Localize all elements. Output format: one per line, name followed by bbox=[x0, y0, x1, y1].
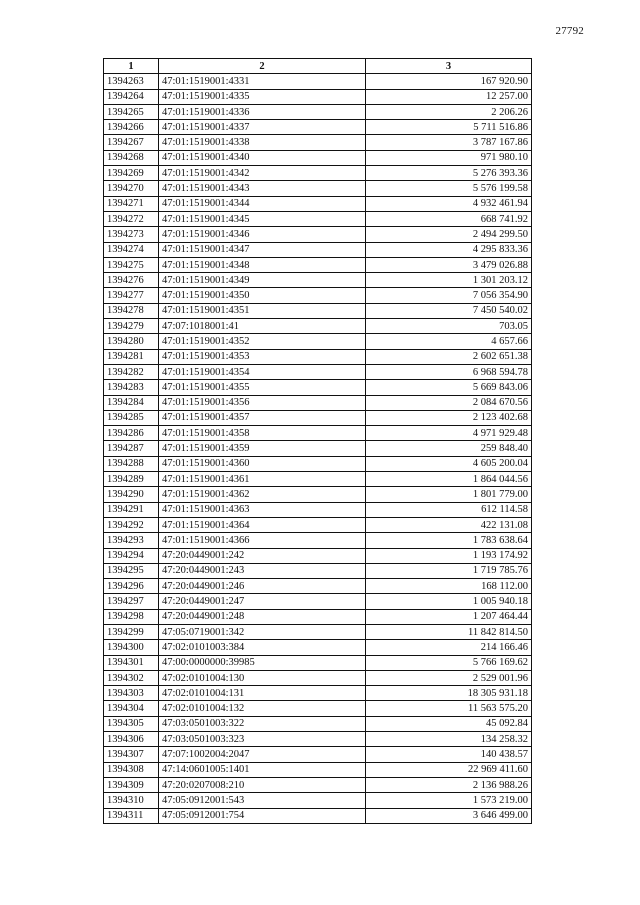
row-number-cell: 1394294 bbox=[104, 548, 159, 563]
row-number-cell: 1394308 bbox=[104, 762, 159, 777]
value-cell: 11 563 575.20 bbox=[366, 701, 532, 716]
cadastral-number-cell: 47:14:0601005:1401 bbox=[159, 762, 366, 777]
column-header-1: 1 bbox=[104, 59, 159, 74]
page-number: 27792 bbox=[555, 25, 584, 37]
cadastral-number-cell: 47:01:1519001:4346 bbox=[159, 227, 366, 242]
cadastral-number-cell: 47:01:1519001:4331 bbox=[159, 74, 366, 89]
value-cell: 971 980.10 bbox=[366, 150, 532, 165]
value-cell: 45 092.84 bbox=[366, 716, 532, 731]
row-number-cell: 1394306 bbox=[104, 732, 159, 747]
row-number-cell: 1394311 bbox=[104, 808, 159, 823]
table-row bbox=[104, 640, 532, 655]
table-row bbox=[104, 777, 532, 792]
table-row bbox=[104, 120, 532, 135]
table-row bbox=[104, 594, 532, 609]
value-cell: 422 131.08 bbox=[366, 517, 532, 532]
cadastral-number-cell: 47:01:1519001:4355 bbox=[159, 380, 366, 395]
row-number-cell: 1394270 bbox=[104, 181, 159, 196]
row-number-cell: 1394295 bbox=[104, 563, 159, 578]
cadastral-number-cell: 47:01:1519001:4359 bbox=[159, 441, 366, 456]
table-row bbox=[104, 563, 532, 578]
row-number-cell: 1394274 bbox=[104, 242, 159, 257]
table-row bbox=[104, 273, 532, 288]
row-number-cell: 1394298 bbox=[104, 609, 159, 624]
table-row bbox=[104, 150, 532, 165]
value-cell: 7 450 540.02 bbox=[366, 303, 532, 318]
table-row bbox=[104, 166, 532, 181]
table-row bbox=[104, 334, 532, 349]
row-number-cell: 1394264 bbox=[104, 89, 159, 104]
cadastral-number-cell: 47:01:1519001:4357 bbox=[159, 410, 366, 425]
value-cell: 5 766 169.62 bbox=[366, 655, 532, 670]
cadastral-number-cell: 47:01:1519001:4338 bbox=[159, 135, 366, 150]
table-row bbox=[104, 747, 532, 762]
cadastral-number-cell: 47:07:1002004:2047 bbox=[159, 747, 366, 762]
row-number-cell: 1394290 bbox=[104, 487, 159, 502]
cadastral-number-cell: 47:01:1519001:4342 bbox=[159, 166, 366, 181]
column-header-3: 3 bbox=[366, 59, 532, 74]
cadastral-number-cell: 47:01:1519001:4345 bbox=[159, 211, 366, 226]
cadastral-number-cell: 47:02:0101004:130 bbox=[159, 670, 366, 685]
value-cell: 2 123 402.68 bbox=[366, 410, 532, 425]
cadastral-number-cell: 47:01:1519001:4352 bbox=[159, 334, 366, 349]
cadastral-number-cell: 47:20:0207008:210 bbox=[159, 777, 366, 792]
cadastral-number-cell: 47:20:0449001:246 bbox=[159, 579, 366, 594]
cadastral-number-cell: 47:01:1519001:4350 bbox=[159, 288, 366, 303]
row-number-cell: 1394303 bbox=[104, 686, 159, 701]
value-cell: 12 257.00 bbox=[366, 89, 532, 104]
value-cell: 4 605 200.04 bbox=[366, 456, 532, 471]
table-row bbox=[104, 380, 532, 395]
value-cell: 4 971 929.48 bbox=[366, 426, 532, 441]
value-cell: 259 848.40 bbox=[366, 441, 532, 456]
cadastral-number-cell: 47:01:1519001:4362 bbox=[159, 487, 366, 502]
value-cell: 2 136 988.26 bbox=[366, 777, 532, 792]
cadastral-number-cell: 47:20:0449001:243 bbox=[159, 563, 366, 578]
cadastral-number-cell: 47:01:1519001:4347 bbox=[159, 242, 366, 257]
cadastral-number-cell: 47:20:0449001:248 bbox=[159, 609, 366, 624]
value-cell: 5 669 843.06 bbox=[366, 380, 532, 395]
table-row bbox=[104, 349, 532, 364]
row-number-cell: 1394293 bbox=[104, 533, 159, 548]
value-cell: 2 602 651.38 bbox=[366, 349, 532, 364]
row-number-cell: 1394302 bbox=[104, 670, 159, 685]
cadastral-number-cell: 47:20:0449001:247 bbox=[159, 594, 366, 609]
table-row bbox=[104, 502, 532, 517]
cadastral-number-cell: 47:05:0719001:342 bbox=[159, 624, 366, 639]
row-number-cell: 1394285 bbox=[104, 410, 159, 425]
table-row bbox=[104, 319, 532, 334]
value-cell: 3 787 167.86 bbox=[366, 135, 532, 150]
row-number-cell: 1394291 bbox=[104, 502, 159, 517]
value-cell: 1 864 044.56 bbox=[366, 472, 532, 487]
value-cell: 3 646 499.00 bbox=[366, 808, 532, 823]
cadastral-number-cell: 47:20:0449001:242 bbox=[159, 548, 366, 563]
row-number-cell: 1394275 bbox=[104, 257, 159, 272]
table-row bbox=[104, 624, 532, 639]
value-cell: 3 479 026.88 bbox=[366, 257, 532, 272]
row-number-cell: 1394301 bbox=[104, 655, 159, 670]
table-row bbox=[104, 441, 532, 456]
row-number-cell: 1394277 bbox=[104, 288, 159, 303]
table-row bbox=[104, 732, 532, 747]
table-row bbox=[104, 793, 532, 808]
table-row bbox=[104, 395, 532, 410]
table-row bbox=[104, 655, 532, 670]
table-row bbox=[104, 808, 532, 823]
value-cell: 1 573 219.00 bbox=[366, 793, 532, 808]
table-row bbox=[104, 762, 532, 777]
value-cell: 1 207 464.44 bbox=[366, 609, 532, 624]
table-row bbox=[104, 517, 532, 532]
cadastral-number-cell: 47:01:1519001:4361 bbox=[159, 472, 366, 487]
table-row bbox=[104, 211, 532, 226]
value-cell: 167 920.90 bbox=[366, 74, 532, 89]
table-body bbox=[104, 74, 532, 824]
table-row bbox=[104, 670, 532, 685]
row-number-cell: 1394279 bbox=[104, 319, 159, 334]
table-row bbox=[104, 701, 532, 716]
table-header-row bbox=[104, 59, 532, 74]
table-row bbox=[104, 104, 532, 119]
value-cell: 612 114.58 bbox=[366, 502, 532, 517]
value-cell: 2 084 670.56 bbox=[366, 395, 532, 410]
cadastral-number-cell: 47:03:0501003:323 bbox=[159, 732, 366, 747]
cadastral-number-cell: 47:01:1519001:4340 bbox=[159, 150, 366, 165]
table-row bbox=[104, 533, 532, 548]
column-header-2: 2 bbox=[159, 59, 366, 74]
cadastral-number-cell: 47:05:0912001:754 bbox=[159, 808, 366, 823]
value-cell: 4 295 833.36 bbox=[366, 242, 532, 257]
row-number-cell: 1394269 bbox=[104, 166, 159, 181]
table-row bbox=[104, 181, 532, 196]
table-row bbox=[104, 487, 532, 502]
cadastral-number-cell: 47:01:1519001:4356 bbox=[159, 395, 366, 410]
row-number-cell: 1394297 bbox=[104, 594, 159, 609]
value-cell: 5 576 199.58 bbox=[366, 181, 532, 196]
cadastral-number-cell: 47:01:1519001:4349 bbox=[159, 273, 366, 288]
row-number-cell: 1394271 bbox=[104, 196, 159, 211]
cadastral-number-cell: 47:01:1519001:4360 bbox=[159, 456, 366, 471]
table-row bbox=[104, 426, 532, 441]
table-row bbox=[104, 548, 532, 563]
cadastral-number-cell: 47:01:1519001:4364 bbox=[159, 517, 366, 532]
value-cell: 22 969 411.60 bbox=[366, 762, 532, 777]
table-row bbox=[104, 74, 532, 89]
table-row bbox=[104, 686, 532, 701]
value-cell: 1 783 638.64 bbox=[366, 533, 532, 548]
table-row bbox=[104, 242, 532, 257]
value-cell: 140 438.57 bbox=[366, 747, 532, 762]
cadastral-number-cell: 47:07:1018001:41 bbox=[159, 319, 366, 334]
cadastral-number-cell: 47:01:1519001:4366 bbox=[159, 533, 366, 548]
value-cell: 1 301 203.12 bbox=[366, 273, 532, 288]
table-row bbox=[104, 196, 532, 211]
row-number-cell: 1394300 bbox=[104, 640, 159, 655]
row-number-cell: 1394286 bbox=[104, 426, 159, 441]
row-number-cell: 1394296 bbox=[104, 579, 159, 594]
value-cell: 2 529 001.96 bbox=[366, 670, 532, 685]
row-number-cell: 1394278 bbox=[104, 303, 159, 318]
value-cell: 1 719 785.76 bbox=[366, 563, 532, 578]
cadastral-number-cell: 47:02:0101004:132 bbox=[159, 701, 366, 716]
cadastral-number-cell: 47:03:0501003:322 bbox=[159, 716, 366, 731]
cadastral-number-cell: 47:02:0101004:131 bbox=[159, 686, 366, 701]
value-cell: 134 258.32 bbox=[366, 732, 532, 747]
row-number-cell: 1394281 bbox=[104, 349, 159, 364]
table-row bbox=[104, 472, 532, 487]
value-cell: 1 005 940.18 bbox=[366, 594, 532, 609]
row-number-cell: 1394266 bbox=[104, 120, 159, 135]
value-cell: 18 305 931.18 bbox=[366, 686, 532, 701]
table-row bbox=[104, 410, 532, 425]
value-cell: 703.05 bbox=[366, 319, 532, 334]
cadastral-number-cell: 47:02:0101003:384 bbox=[159, 640, 366, 655]
row-number-cell: 1394299 bbox=[104, 624, 159, 639]
row-number-cell: 1394268 bbox=[104, 150, 159, 165]
row-number-cell: 1394263 bbox=[104, 74, 159, 89]
cadastral-number-cell: 47:01:1519001:4358 bbox=[159, 426, 366, 441]
table-row bbox=[104, 579, 532, 594]
cadastral-number-cell: 47:01:1519001:4337 bbox=[159, 120, 366, 135]
row-number-cell: 1394292 bbox=[104, 517, 159, 532]
value-cell: 214 166.46 bbox=[366, 640, 532, 655]
cadastral-number-cell: 47:01:1519001:4363 bbox=[159, 502, 366, 517]
row-number-cell: 1394272 bbox=[104, 211, 159, 226]
cadastral-number-cell: 47:00:0000000:39985 bbox=[159, 655, 366, 670]
cadastral-number-cell: 47:01:1519001:4343 bbox=[159, 181, 366, 196]
row-number-cell: 1394267 bbox=[104, 135, 159, 150]
row-number-cell: 1394289 bbox=[104, 472, 159, 487]
row-number-cell: 1394307 bbox=[104, 747, 159, 762]
cadastral-number-cell: 47:01:1519001:4344 bbox=[159, 196, 366, 211]
value-cell: 1 193 174.92 bbox=[366, 548, 532, 563]
row-number-cell: 1394282 bbox=[104, 364, 159, 379]
table-row bbox=[104, 609, 532, 624]
table-row bbox=[104, 303, 532, 318]
value-cell: 2 206.26 bbox=[366, 104, 532, 119]
cadastral-number-cell: 47:01:1519001:4335 bbox=[159, 89, 366, 104]
row-number-cell: 1394310 bbox=[104, 793, 159, 808]
value-cell: 11 842 814.50 bbox=[366, 624, 532, 639]
cadastral-number-cell: 47:01:1519001:4353 bbox=[159, 349, 366, 364]
row-number-cell: 1394304 bbox=[104, 701, 159, 716]
row-number-cell: 1394273 bbox=[104, 227, 159, 242]
table-row bbox=[104, 364, 532, 379]
cadastral-number-cell: 47:01:1519001:4348 bbox=[159, 257, 366, 272]
cadastral-number-cell: 47:01:1519001:4351 bbox=[159, 303, 366, 318]
cadastral-number-cell: 47:01:1519001:4354 bbox=[159, 364, 366, 379]
row-number-cell: 1394309 bbox=[104, 777, 159, 792]
value-cell: 4 932 461.94 bbox=[366, 196, 532, 211]
value-cell: 168 112.00 bbox=[366, 579, 532, 594]
value-cell: 5 711 516.86 bbox=[366, 120, 532, 135]
table-row bbox=[104, 288, 532, 303]
table-row bbox=[104, 716, 532, 731]
row-number-cell: 1394287 bbox=[104, 441, 159, 456]
value-cell: 2 494 299.50 bbox=[366, 227, 532, 242]
value-cell: 4 657.66 bbox=[366, 334, 532, 349]
value-cell: 6 968 594.78 bbox=[366, 364, 532, 379]
registry-table bbox=[103, 58, 532, 824]
table-row bbox=[104, 227, 532, 242]
table-row bbox=[104, 257, 532, 272]
value-cell: 5 276 393.36 bbox=[366, 166, 532, 181]
row-number-cell: 1394283 bbox=[104, 380, 159, 395]
row-number-cell: 1394276 bbox=[104, 273, 159, 288]
value-cell: 7 056 354.90 bbox=[366, 288, 532, 303]
value-cell: 1 801 779.00 bbox=[366, 487, 532, 502]
value-cell: 668 741.92 bbox=[366, 211, 532, 226]
row-number-cell: 1394284 bbox=[104, 395, 159, 410]
row-number-cell: 1394305 bbox=[104, 716, 159, 731]
row-number-cell: 1394288 bbox=[104, 456, 159, 471]
row-number-cell: 1394280 bbox=[104, 334, 159, 349]
table-row bbox=[104, 135, 532, 150]
cadastral-number-cell: 47:05:0912001:543 bbox=[159, 793, 366, 808]
row-number-cell: 1394265 bbox=[104, 104, 159, 119]
table-row bbox=[104, 456, 532, 471]
cadastral-number-cell: 47:01:1519001:4336 bbox=[159, 104, 366, 119]
table-row bbox=[104, 89, 532, 104]
